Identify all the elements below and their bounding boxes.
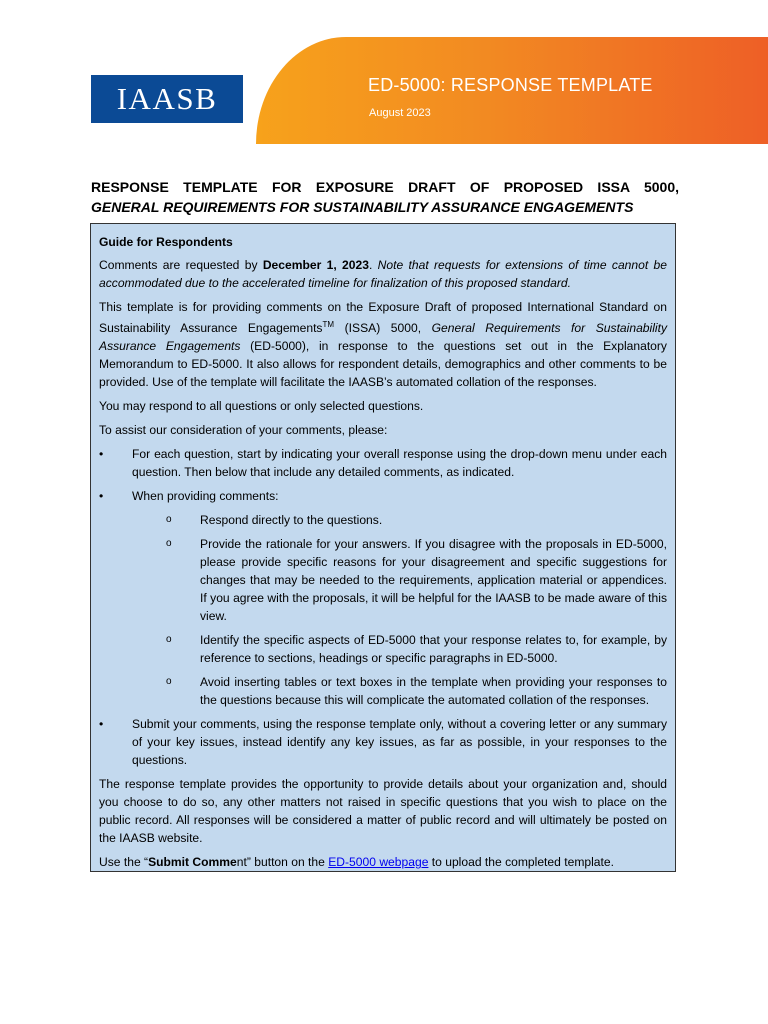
sub-item-identify-aspects: o Identify the specific aspects of ED-5000 that your response relates to, for example, by reference to sections, headings or specific paragraphs in ED-5000. [132,631,667,667]
heading-line-1: RESPONSE TEMPLATE FOR EXPOSURE DRAFT OF PROPOSED ISSA 5000, [91,179,679,195]
sub-item-avoid-tables: o Avoid inserting tables or text boxes in the template when providing your responses to the questions because this will complicate the automated collation of the responses. [132,673,667,709]
respond-selection-paragraph: You may respond to all questions or only selected questions. [99,399,424,414]
submit-button-name: Submit Comme [148,855,237,870]
submit-text-before: Use the “ [99,855,149,870]
deadline-text-after: . [368,258,378,272]
submit-text-after: to upload the completed template. [428,855,614,870]
banner-date: August 2023 [369,107,431,119]
providing-comments-label: When providing comments: [132,489,279,504]
sub-item-rationale: o Provide the rationale for your answers. If you disagree with the proposals in ED-5000, please provide specific reasons for your disagreement and specific suggestions for changes that may be needed to the requirements, application material or appendices. If you agree with the proposals, it will be helpful for the IAASB to be made aware of this view. [132,535,667,625]
assist-intro-paragraph: To assist our consideration of your comments, please: [99,423,388,438]
trademark-mark: TM [322,320,335,329]
guide-title: Guide for Respondents [99,235,233,249]
instructions-list [99,445,667,769]
template-purpose-paragraph [99,298,667,391]
purpose-text-b: (ISSA) 5000, [334,321,432,336]
purpose-text-c: (ED-5000), in response to the questions set out in the Explanatory Memorandum to ED-5000. It also allows for respondent details, demographics and other comments to be provided. Use of the template will facilitate the IAASB’s automated collation of the responses. [99,339,667,390]
heading-line-2: GENERAL REQUIREMENTS FOR SUSTAINABILITY ASSURANCE ENGAGEMENTS [91,199,634,215]
list-item-overall-response: • For each question, start by indicating your overall response using the drop-down menu under each question. Then below that include any detailed comments, as indicated. [99,445,667,481]
guide-for-respondents-box [90,223,676,872]
submit-text-mid: nt” button on the [236,855,329,870]
sub-item-respond-directly: o Respond directly to the questions. [132,511,667,529]
deadline-date: December 1, 2023 [262,258,369,272]
standard-title: General Requirements for Sustainability Assurance Engagements [99,321,667,354]
purpose-text-a: This template is for providing comments on the Exposure Draft of proposed International Standard on Sustainability Assurance Engagements [99,300,667,336]
comment-sub-list [132,511,667,709]
iaasb-logo: IAASB [91,75,243,123]
document-heading [91,177,679,217]
list-item-submit-comments: • Submit your comments, using the response template only, without a covering letter or any summary of your key issues, instead identify any key issues, as far as possible, in your responses to the questions. [99,715,667,769]
deadline-text-before: Comments are requested by [99,258,263,272]
header-banner [256,37,768,144]
ed-5000-webpage-link[interactable]: ED-5000 webpage [328,855,429,870]
public-record-paragraph: The response template provides the opportunity to provide details about your organization and, should you choose to do so, any other matters not raised in specific questions that you wish to place on the public record. All responses will be considered a matter of public record and will ultimately be posted on the IAASB website. [99,777,667,846]
extension-note: Note that requests for extensions of time cannot be accommodated due to the accelerated timeline for finalization of this proposed standard. [99,258,667,290]
submit-instruction-paragraph [99,853,667,871]
banner-title: ED-5000: RESPONSE TEMPLATE [368,75,653,95]
list-item-providing-comments [99,487,667,709]
deadline-paragraph [99,256,667,292]
